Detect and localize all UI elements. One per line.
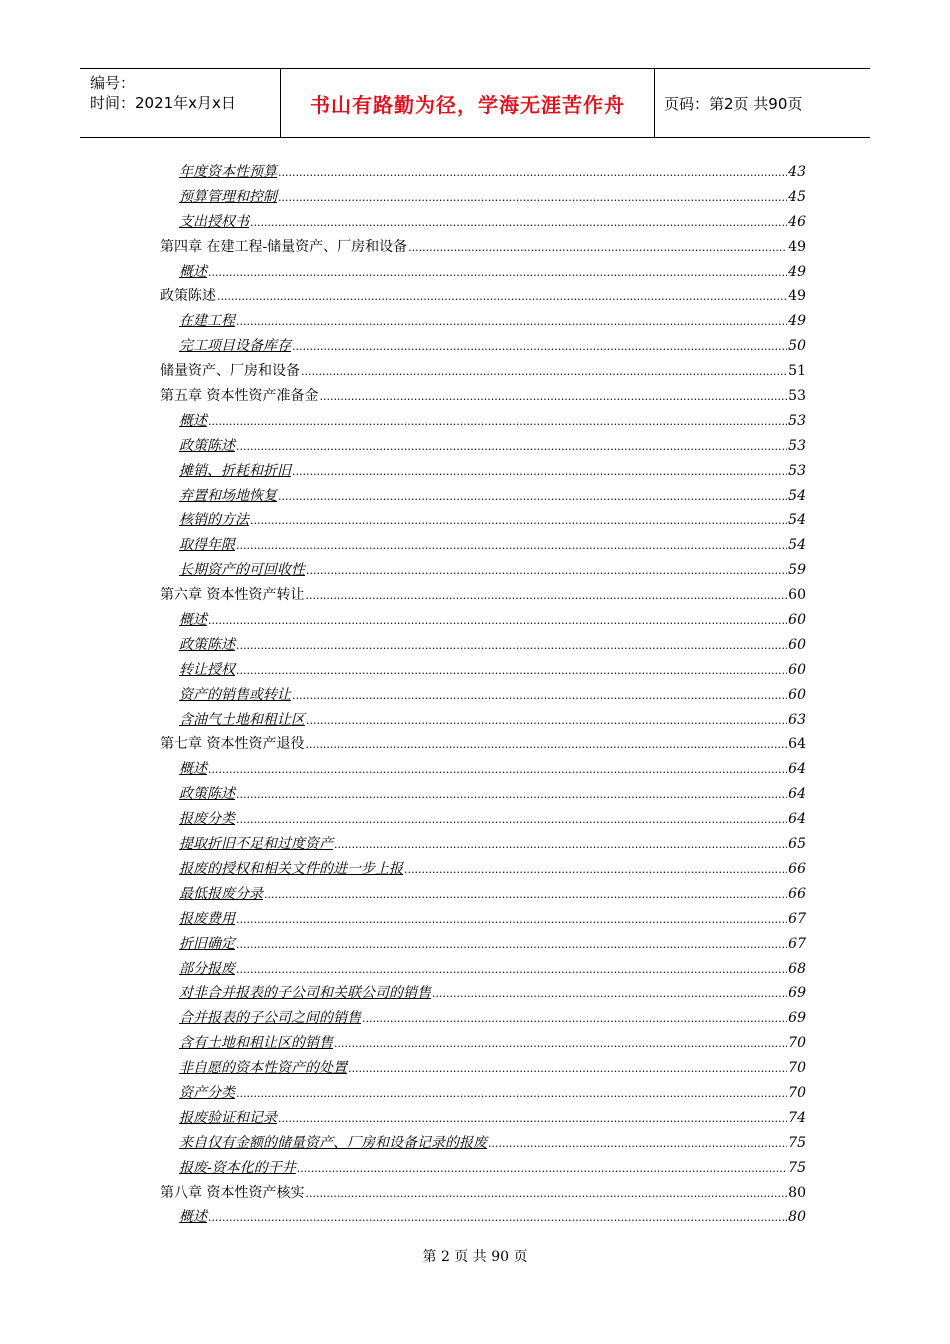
toc-entry-title[interactable]: 第四章 在建工程-储量资产、厂房和设备	[160, 238, 408, 255]
toc-entry-title[interactable]: 部分报废	[179, 960, 235, 977]
toc-entry[interactable]	[160, 658, 806, 683]
toc-entry-title[interactable]: 核销的方法	[179, 512, 249, 529]
toc-entry-title[interactable]: 概述	[179, 761, 207, 778]
toc-leader-dots	[305, 1182, 787, 1207]
toc-entry-title[interactable]: 第七章 资本性资产退役	[160, 736, 305, 753]
toc-leader-dots	[301, 360, 787, 385]
toc-entry-page: 60	[788, 587, 806, 604]
toc-leader-dots	[319, 385, 787, 410]
toc-entry-page: 60	[788, 636, 806, 653]
toc-entry[interactable]	[160, 932, 806, 957]
toc-entry[interactable]	[160, 1156, 806, 1181]
toc-entry-title[interactable]: 弃置和场地恢复	[179, 487, 277, 504]
toc-entry-page: 67	[788, 935, 806, 952]
toc-entry[interactable]	[160, 1181, 806, 1206]
toc-entry-title[interactable]: 在建工程	[179, 313, 235, 330]
toc-entry-page: 49	[788, 263, 806, 280]
toc-leader-dots	[348, 1057, 787, 1082]
toc-entry-page: 53	[788, 437, 806, 454]
toc-entry-page: 51	[788, 363, 806, 380]
toc-entry-page: 69	[788, 1010, 806, 1027]
toc-entry-title[interactable]: 对非合并报表的子公司和关联公司的销售	[179, 985, 431, 1002]
toc-leader-dots	[292, 460, 787, 485]
toc-leader-dots	[404, 858, 787, 883]
page-header	[80, 68, 870, 138]
toc-entry-title[interactable]: 概述	[179, 263, 207, 280]
toc-entry-title[interactable]: 第五章 资本性资产准备金	[160, 388, 319, 405]
toc-entry-title[interactable]: 报废费用	[179, 910, 235, 927]
toc-entry[interactable]	[160, 807, 806, 832]
number-label: 编号：	[90, 74, 136, 92]
toc-entry-title[interactable]: 概述	[179, 612, 207, 629]
toc-entry-page: 80	[788, 1209, 806, 1226]
toc-entry-page: 60	[788, 661, 806, 678]
toc-entry-title[interactable]: 含有土地和租让区的销售	[179, 1035, 333, 1052]
toc-entry[interactable]	[160, 583, 806, 608]
toc-entry[interactable]	[160, 1006, 806, 1031]
toc-entry[interactable]	[160, 309, 806, 334]
toc-entry-page: 70	[788, 1035, 806, 1052]
toc-entry-title[interactable]: 概述	[179, 1209, 207, 1226]
toc-entry[interactable]	[160, 284, 806, 309]
toc-leader-dots	[236, 933, 787, 958]
toc-leader-dots	[236, 783, 787, 808]
toc-entry[interactable]	[160, 832, 806, 857]
toc-entry[interactable]	[160, 732, 806, 757]
page-footer: 第 2 页 共 90 页	[422, 1249, 528, 1265]
header-page-cell	[655, 69, 870, 137]
toc-entry-title[interactable]: 转让授权	[179, 661, 235, 678]
page-info: 页码：第2页 共90页	[664, 94, 803, 113]
toc-entry-page: 70	[788, 1084, 806, 1101]
toc-entry[interactable]	[160, 384, 806, 409]
toc-leader-dots	[362, 1007, 787, 1032]
toc-entry[interactable]	[160, 633, 806, 658]
toc-entry[interactable]	[160, 508, 806, 533]
toc-entry-title[interactable]: 报废验证和记录	[179, 1109, 277, 1126]
toc-entry-page: 45	[788, 188, 806, 205]
toc-entry-page: 53	[788, 412, 806, 429]
toc-entry[interactable]	[160, 957, 806, 982]
toc-leader-dots	[278, 186, 787, 211]
toc-entry-page: 80	[788, 1184, 806, 1201]
toc-entry-title[interactable]: 资产分类	[179, 1084, 235, 1101]
toc-entry-page: 46	[788, 213, 806, 230]
toc-entry-title[interactable]: 来自仅有金额的储量资产、厂房和设备记录的报废	[179, 1134, 487, 1151]
toc-leader-dots	[208, 261, 787, 286]
toc-leader-dots	[208, 609, 787, 634]
toc-entry-title[interactable]: 预算管理和控制	[179, 188, 277, 205]
toc-entry-title[interactable]: 最低报废分录	[179, 885, 263, 902]
toc-leader-dots	[236, 808, 787, 833]
toc-entry-title[interactable]: 完工项目设备库存	[179, 338, 291, 355]
toc-leader-dots	[334, 1032, 787, 1057]
toc-entry[interactable]	[160, 558, 806, 583]
time-label: 时间：2021年x月x日	[90, 94, 236, 112]
toc-entry[interactable]	[160, 608, 806, 633]
toc-leader-dots	[278, 485, 787, 510]
toc-entry-page: 66	[788, 860, 806, 877]
toc-entry[interactable]	[160, 857, 806, 882]
toc-entry[interactable]	[160, 359, 806, 384]
toc-entry-title[interactable]: 折旧确定	[179, 935, 235, 952]
toc-entry-title[interactable]: 第八章 资本性资产核实	[160, 1184, 305, 1201]
toc-leader-dots	[250, 211, 787, 236]
toc-entry-page: 60	[788, 612, 806, 629]
toc-entry-page: 59	[788, 562, 806, 579]
toc-entry[interactable]	[160, 185, 806, 210]
toc-entry[interactable]	[160, 981, 806, 1006]
toc-leader-dots	[292, 684, 787, 709]
toc-leader-dots	[306, 709, 787, 734]
toc-entry[interactable]	[160, 1131, 806, 1156]
toc-entry-page: 64	[788, 786, 806, 803]
toc-entry-title[interactable]: 政策陈述	[179, 437, 235, 454]
toc-entry[interactable]	[160, 782, 806, 807]
header-left-cell	[80, 69, 281, 137]
toc-entry-page: 68	[788, 960, 806, 977]
toc-leader-dots	[236, 958, 787, 983]
toc-entry-page: 74	[788, 1109, 806, 1126]
toc-entry-title[interactable]: 报废的授权和相关文件的进一步上报	[179, 860, 403, 877]
table-of-contents	[160, 160, 806, 1230]
toc-entry-title[interactable]: 支出授权书	[179, 213, 249, 230]
toc-entry-page: 53	[788, 462, 806, 479]
toc-entry[interactable]	[160, 1106, 806, 1131]
toc-entry-title[interactable]: 政策陈述	[160, 288, 216, 305]
toc-entry-title[interactable]: 取得年限	[179, 537, 235, 554]
toc-entry-page: 69	[788, 985, 806, 1002]
toc-entry-title[interactable]: 报废-资本化的干井	[179, 1159, 296, 1176]
toc-entry-title[interactable]: 第六章 资本性资产转让	[160, 587, 305, 604]
toc-leader-dots	[408, 236, 787, 261]
toc-leader-dots	[278, 161, 787, 186]
toc-entry-page: 75	[788, 1134, 806, 1151]
toc-leader-dots	[297, 1157, 787, 1182]
header-motto-cell	[281, 69, 655, 137]
toc-leader-dots	[250, 509, 787, 534]
toc-entry[interactable]	[160, 434, 806, 459]
toc-entry[interactable]	[160, 160, 806, 185]
toc-entry-title[interactable]: 储量资产、厂房和设备	[160, 363, 300, 380]
toc-entry-title[interactable]: 资产的销售或转让	[179, 686, 291, 703]
toc-leader-dots	[488, 1132, 787, 1157]
toc-entry-page: 54	[788, 512, 806, 529]
toc-entry-title[interactable]: 提取折旧不足和过度资产	[179, 836, 333, 853]
toc-entry-page: 64	[788, 736, 806, 753]
toc-entry[interactable]	[160, 708, 806, 733]
toc-entry[interactable]	[160, 484, 806, 509]
toc-entry-title[interactable]: 政策陈述	[179, 786, 235, 803]
toc-entry-page: 66	[788, 885, 806, 902]
toc-entry[interactable]	[160, 757, 806, 782]
toc-leader-dots	[334, 833, 787, 858]
toc-entry-page: 70	[788, 1060, 806, 1077]
toc-entry-title[interactable]: 报废分类	[179, 811, 235, 828]
toc-entry[interactable]	[160, 459, 806, 484]
toc-leader-dots	[217, 285, 787, 310]
toc-entry[interactable]	[160, 260, 806, 285]
toc-leader-dots	[236, 634, 787, 659]
toc-leader-dots	[236, 908, 787, 933]
toc-leader-dots	[305, 584, 787, 609]
toc-leader-dots	[236, 534, 787, 559]
toc-entry-page: 75	[788, 1159, 806, 1176]
toc-leader-dots	[306, 559, 787, 584]
toc-leader-dots	[264, 883, 787, 908]
toc-leader-dots	[305, 733, 787, 758]
toc-leader-dots	[236, 435, 787, 460]
toc-entry-page: 64	[788, 761, 806, 778]
toc-leader-dots	[208, 410, 787, 435]
toc-leader-dots	[432, 982, 787, 1007]
toc-leader-dots	[236, 659, 787, 684]
toc-leader-dots	[236, 310, 787, 335]
toc-entry-page: 65	[788, 836, 806, 853]
toc-entry-page: 54	[788, 537, 806, 554]
toc-entry-page: 67	[788, 910, 806, 927]
toc-entry-page: 50	[788, 338, 806, 355]
toc-entry-page: 64	[788, 811, 806, 828]
toc-entry-page: 43	[788, 164, 806, 180]
toc-entry-title[interactable]: 非自愿的资本性资产的处置	[179, 1060, 347, 1077]
toc-entry[interactable]	[160, 1056, 806, 1081]
toc-entry-page: 49	[788, 238, 806, 255]
toc-entry[interactable]	[160, 1081, 806, 1106]
toc-entry-title[interactable]: 政策陈述	[179, 636, 235, 653]
toc-entry-title[interactable]: 含油气土地和租让区	[179, 711, 305, 728]
toc-leader-dots	[208, 1206, 787, 1231]
toc-entry-title[interactable]: 长期资产的可回收性	[179, 562, 305, 579]
toc-entry-page: 49	[788, 288, 806, 305]
motto: 书山有路勤为径，学海无涯苦作舟	[310, 92, 625, 117]
toc-entry[interactable]	[160, 409, 806, 434]
toc-entry-page: 49	[788, 313, 806, 330]
toc-entry[interactable]	[160, 1031, 806, 1056]
toc-entry-page: 54	[788, 487, 806, 504]
toc-entry[interactable]	[160, 1205, 806, 1230]
toc-entry[interactable]	[160, 882, 806, 907]
toc-entry-title[interactable]: 摊销、折耗和折旧	[179, 462, 291, 479]
toc-entry-title[interactable]: 概述	[179, 412, 207, 429]
toc-entry[interactable]	[160, 334, 806, 359]
toc-entry-page: 63	[788, 711, 806, 728]
toc-leader-dots	[236, 1082, 787, 1107]
toc-entry[interactable]	[160, 683, 806, 708]
toc-entry-title[interactable]: 合并报表的子公司之间的销售	[179, 1010, 361, 1027]
toc-entry[interactable]	[160, 235, 806, 260]
toc-entry[interactable]	[160, 907, 806, 932]
toc-entry[interactable]	[160, 210, 806, 235]
toc-leader-dots	[208, 758, 787, 783]
toc-entry-title[interactable]: 年度资本性预算	[179, 164, 277, 180]
toc-leader-dots	[292, 335, 787, 360]
toc-entry-page: 60	[788, 686, 806, 703]
toc-entry[interactable]	[160, 533, 806, 558]
toc-entry-page: 53	[788, 388, 806, 405]
toc-leader-dots	[278, 1107, 787, 1132]
